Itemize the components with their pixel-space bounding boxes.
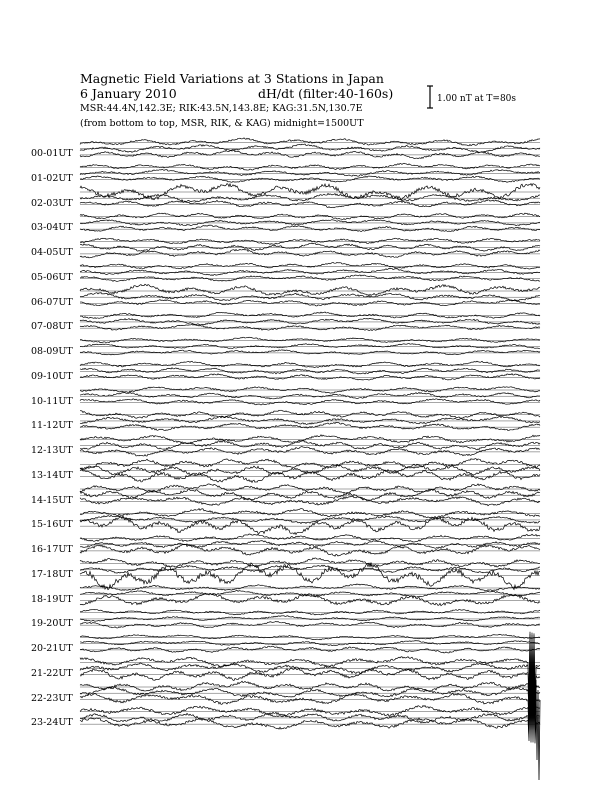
scale-bar bbox=[427, 86, 433, 108]
hour-label: 15-16UT bbox=[31, 519, 73, 531]
scale-label: 1.00 nT at T=80s bbox=[437, 94, 517, 104]
hour-label: 11-12UT bbox=[31, 420, 73, 432]
hour-row-17-18UT bbox=[80, 558, 540, 590]
trace-RIK bbox=[80, 641, 540, 646]
hour-row-04-05UT bbox=[80, 238, 540, 258]
chart-title: Magnetic Field Variations at 3 Stations in Japan bbox=[80, 71, 384, 86]
end-spike bbox=[536, 680, 540, 780]
hour-row-22-23UT bbox=[80, 664, 540, 723]
hour-label: 02-03UT bbox=[31, 197, 73, 209]
trace-MSR bbox=[80, 399, 540, 405]
trace-RIK bbox=[80, 344, 540, 349]
hour-label: 17-18UT bbox=[31, 568, 73, 580]
trace-KAG bbox=[80, 686, 540, 729]
hour-row-19-20UT bbox=[80, 609, 540, 628]
trace-MSR bbox=[80, 516, 540, 535]
hour-label: 14-15UT bbox=[31, 494, 73, 506]
hour-label: 16-17UT bbox=[31, 544, 73, 555]
trace-RIK bbox=[80, 169, 540, 176]
trace-KAG bbox=[80, 558, 540, 567]
hour-row-21-22UT bbox=[80, 632, 540, 709]
trace-KAG bbox=[80, 337, 540, 342]
trace-KAG bbox=[80, 163, 540, 170]
trace-MSR bbox=[80, 225, 540, 232]
hour-label: 06-07UT bbox=[31, 296, 73, 308]
trace-KAG bbox=[80, 312, 540, 318]
trace-KAG bbox=[80, 138, 540, 146]
hour-row-23-24UT bbox=[80, 686, 540, 744]
trace-MSR bbox=[80, 422, 540, 430]
hour-row-13-14UT bbox=[80, 459, 540, 483]
trace-KAG bbox=[80, 361, 540, 367]
hour-row-08-09UT bbox=[80, 337, 540, 355]
hour-row-09-10UT bbox=[80, 361, 540, 380]
hour-label: 13-14UT bbox=[31, 469, 73, 481]
hour-label: 22-23UT bbox=[31, 692, 73, 704]
trace-MSR bbox=[80, 646, 540, 653]
hour-label: 18-19UT bbox=[31, 593, 73, 605]
trace-RIK bbox=[80, 268, 540, 275]
date-label: 6 January 2010 bbox=[80, 86, 177, 101]
hour-row-02-03UT bbox=[80, 184, 540, 208]
trace-KAG bbox=[80, 184, 540, 200]
trace-KAG bbox=[80, 634, 540, 639]
hour-row-12-13UT bbox=[80, 435, 540, 456]
trace-MSR bbox=[80, 701, 540, 744]
trace-RIK bbox=[80, 590, 540, 597]
hour-label: 04-05UT bbox=[31, 247, 73, 258]
trace-RIK bbox=[80, 670, 540, 713]
order-note: (from bottom to top, MSR, RIK, & KAG) midnight=1500UT bbox=[80, 118, 364, 129]
hour-label: 21-22UT bbox=[31, 667, 73, 679]
quantity-label: dH/dt (filter:40-160s) bbox=[258, 86, 394, 101]
trace-RIK bbox=[80, 464, 540, 475]
trace-MSR bbox=[80, 176, 540, 182]
hour-label: 03-04UT bbox=[31, 222, 73, 234]
hour-label: 19-20UT bbox=[31, 618, 73, 630]
hour-label: 05-06UT bbox=[31, 271, 73, 283]
trace-MSR bbox=[80, 496, 540, 506]
trace-RIK bbox=[80, 392, 540, 399]
hour-label: 09-10UT bbox=[31, 370, 73, 382]
trace-RIK bbox=[80, 616, 540, 622]
trace-KAG bbox=[80, 609, 540, 615]
trace-KAG bbox=[80, 435, 540, 444]
trace-MSR bbox=[80, 324, 540, 331]
hour-row-10-11UT bbox=[80, 387, 540, 405]
hour-label: 10-11UT bbox=[31, 395, 73, 407]
trace-KAG bbox=[80, 213, 540, 220]
hour-label: 07-08UT bbox=[31, 321, 73, 333]
trace-KAG bbox=[80, 262, 540, 269]
hour-row-20-21UT bbox=[80, 634, 540, 652]
trace-RIK bbox=[80, 243, 540, 251]
hour-label: 23-24UT bbox=[31, 717, 73, 729]
hour-row-14-15UT bbox=[80, 484, 540, 506]
hour-row-15-16UT bbox=[80, 509, 540, 535]
trace-KAG bbox=[80, 410, 540, 418]
hour-label: 00-01UT bbox=[31, 148, 73, 159]
trace-MSR bbox=[80, 350, 540, 355]
trace-RIK bbox=[80, 695, 540, 738]
trace-RIK bbox=[80, 318, 540, 325]
trace-MSR bbox=[80, 249, 540, 257]
hour-row-06-07UT bbox=[80, 284, 540, 306]
hour-label: 08-09UT bbox=[31, 346, 73, 357]
trace-MSR bbox=[80, 374, 540, 380]
hour-row-00-01UT bbox=[80, 138, 540, 159]
trace-KAG bbox=[80, 534, 540, 542]
trace-RIK bbox=[80, 416, 540, 424]
hour-row-01-02UT bbox=[80, 163, 540, 182]
hour-row-03-04UT bbox=[80, 213, 540, 232]
trace-RIK bbox=[80, 368, 540, 374]
trace-MSR bbox=[80, 621, 540, 628]
trace-KAG bbox=[80, 284, 540, 295]
hour-label: 20-21UT bbox=[31, 643, 73, 654]
stations-label: MSR:44.4N,142.3E; RIK:43.5N,143.8E; KAG:31.5N,130.7E bbox=[80, 103, 363, 114]
trace-KAG bbox=[80, 509, 540, 518]
trace-MSR bbox=[80, 300, 540, 306]
trace-KAG bbox=[80, 584, 540, 591]
trace-RIK bbox=[80, 220, 540, 226]
trace-RIK bbox=[80, 292, 540, 300]
hour-row-18-19UT bbox=[80, 584, 540, 606]
trace-KAG bbox=[80, 459, 540, 470]
trace-MSR bbox=[80, 470, 540, 483]
trace-MSR bbox=[80, 680, 540, 723]
trace-MSR bbox=[80, 562, 540, 589]
hour-row-07-08UT bbox=[80, 312, 540, 331]
hour-row-16-17UT bbox=[80, 534, 540, 556]
hour-row-11-12UT bbox=[80, 410, 540, 430]
hour-label: 12-13UT bbox=[31, 445, 73, 456]
trace-MSR bbox=[80, 275, 540, 282]
trace-MSR bbox=[80, 593, 540, 606]
hour-label: 01-02UT bbox=[31, 172, 73, 184]
trace-RIK bbox=[80, 565, 540, 573]
hour-row-05-06UT bbox=[80, 262, 540, 281]
